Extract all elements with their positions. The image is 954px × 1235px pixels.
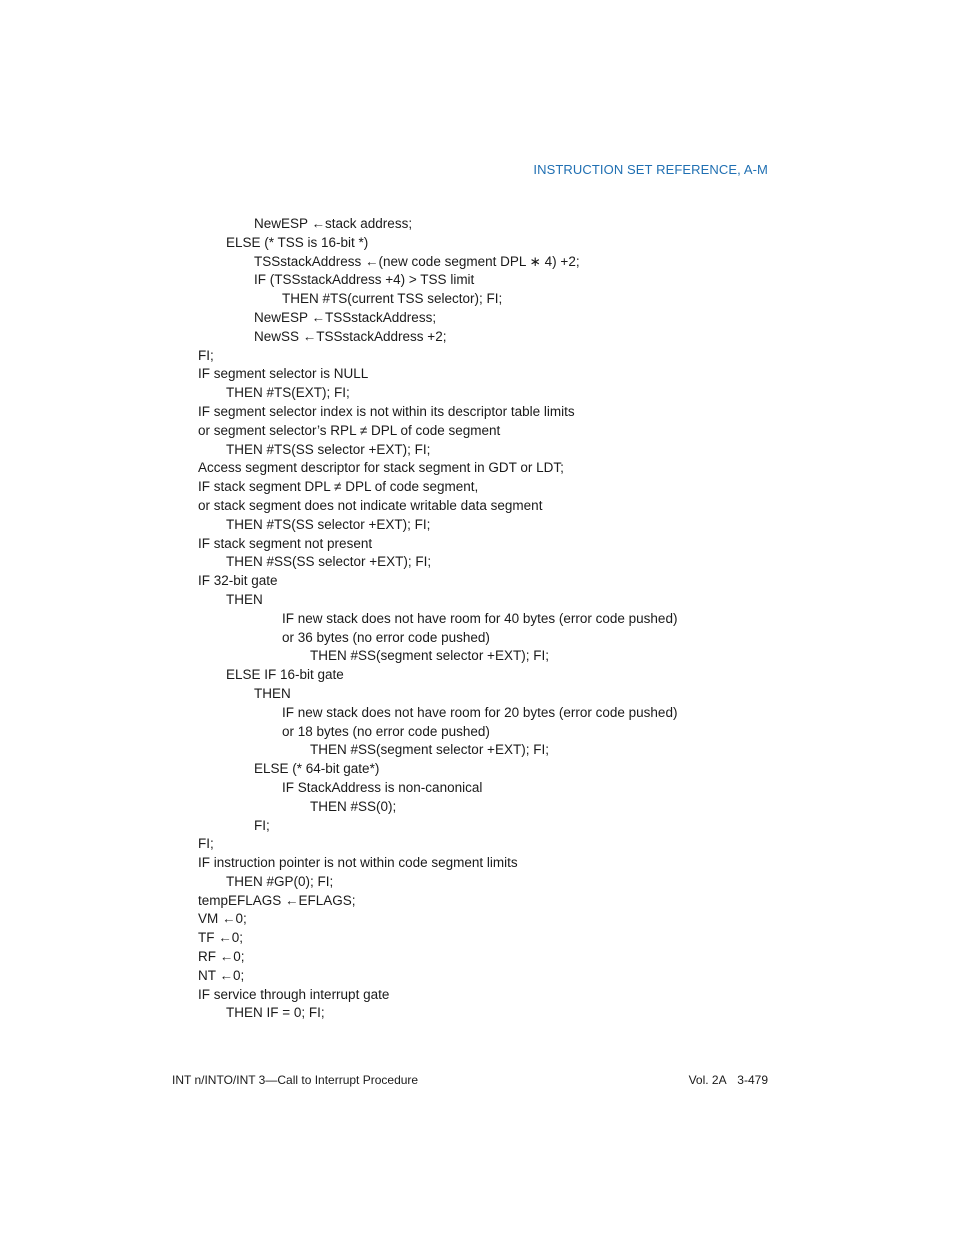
code-line: VM ←0; <box>198 911 247 927</box>
code-line: NT ←0; <box>198 967 245 983</box>
code-line: THEN #TS(SS selector +EXT); FI; <box>226 516 431 532</box>
code-line: IF segment selector index is not within its descriptor table limits <box>198 403 575 419</box>
code-line: IF StackAddress is non-canonical <box>282 779 483 795</box>
code-line: tempEFLAGS ←EFLAGS; <box>198 892 356 908</box>
code-line: FI; <box>198 347 214 363</box>
code-line: THEN #SS(segment selector +EXT); FI; <box>310 742 549 758</box>
running-header: INSTRUCTION SET REFERENCE, A-M <box>533 162 768 177</box>
pseudocode-block <box>198 215 798 1023</box>
code-line: THEN #TS(current TSS selector); FI; <box>282 291 503 307</box>
code-line: RF ←0; <box>198 949 245 965</box>
code-line: IF stack segment DPL ≠ DPL of code segment, <box>198 479 479 495</box>
code-line: NewESP ←stack address; <box>254 216 413 231</box>
code-line: IF new stack does not have room for 40 bytes (error code pushed) <box>282 610 678 626</box>
code-line: or segment selector’s RPL ≠ DPL of code segment <box>198 422 501 438</box>
code-line: THEN <box>226 591 263 607</box>
code-line: FI; <box>254 817 270 833</box>
footer-volume: Vol. 2A <box>688 1073 726 1087</box>
code-line: IF segment selector is NULL <box>198 366 369 382</box>
code-line: IF instruction pointer is not within code segment limits <box>198 855 518 871</box>
code-line: THEN #GP(0); FI; <box>226 873 334 889</box>
code-line: IF 32-bit gate <box>198 573 278 589</box>
footer-page-info <box>689 1073 768 1087</box>
code-line: IF service through interrupt gate <box>198 986 390 1002</box>
code-line: or 36 bytes (no error code pushed) <box>282 629 490 645</box>
code-line: THEN IF = 0; FI; <box>226 1005 325 1021</box>
code-line: THEN #TS(EXT); FI; <box>226 385 350 401</box>
code-line: FI; <box>198 836 214 852</box>
code-line: TF ←0; <box>198 930 244 946</box>
code-line: IF stack segment not present <box>198 535 373 551</box>
code-line: ELSE IF 16-bit gate <box>226 667 344 683</box>
code-line: THEN #SS(SS selector +EXT); FI; <box>226 554 432 570</box>
code-line: ELSE (* 64-bit gate*) <box>254 761 380 777</box>
code-line: NewESP ←TSSstackAddress; <box>254 309 437 325</box>
code-line: THEN <box>254 685 291 701</box>
code-line: or 18 bytes (no error code pushed) <box>282 723 490 739</box>
code-line: THEN #TS(SS selector +EXT); FI; <box>226 441 431 457</box>
code-line: NewSS ←TSSstackAddress +2; <box>254 328 447 344</box>
code-line: IF (TSSstackAddress +4) > TSS limit <box>254 272 475 288</box>
footer-section-title: INT n/INTO/INT 3—Call to Interrupt Procedure <box>172 1073 419 1087</box>
code-line: or stack segment does not indicate writable data segment <box>198 497 543 513</box>
code-line: TSSstackAddress ←(new code segment DPL ∗ 4) +2; <box>254 253 580 269</box>
code-line: Access segment descriptor for stack segment in GDT or LDT; <box>198 460 564 476</box>
code-line: THEN #SS(segment selector +EXT); FI; <box>310 648 549 664</box>
code-line: IF new stack does not have room for 20 bytes (error code pushed) <box>282 704 678 720</box>
code-line: THEN #SS(0); <box>310 798 397 814</box>
code-line: ELSE (* TSS is 16-bit *) <box>226 234 369 250</box>
footer-page-number: 3-479 <box>737 1073 768 1087</box>
